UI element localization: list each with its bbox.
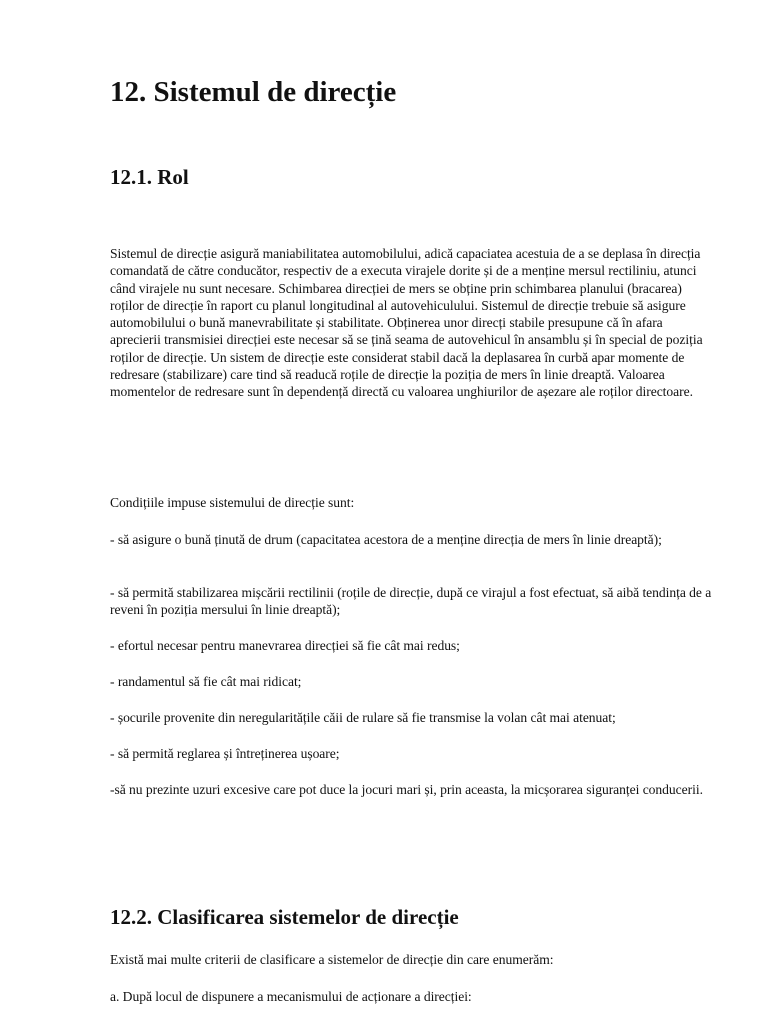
condition-item: -să nu prezinte uzuri excesive care pot duce la jocuri mari și, prin aceasta, la micșorarea siguranței conducerii. [110, 782, 703, 797]
section-heading-rol: 12.1. Rol [110, 165, 189, 189]
condition-item: - să permită stabilizarea mișcării rectilinii (roțile de direcție, după ce virajul a fost efectuat, să aibă tendința de a reveni în poziția mersului în linie dreaptă); [110, 585, 712, 618]
condition-item: - să permită reglarea și întreținerea ușoare; [110, 746, 340, 761]
intro-paragraph: Sistemul de direcție asigură maniabilitatea automobilului, adică capaciatea acestuia de a se deplasa în direcția comandată de către conducător, respectiv de a executa virajele dorite și de a menține mersul rectiliniu, atunci când virajele nu sunt necesare. Schimbarea direcției de mers se obține prin schimbarea planului (bracarea) roților de direcție în raport cu planul longitudinal al autovehiculului. Sistemul de direcție trebuie să asigure automobilului o bună manevrabilitate și stabilitate. Obținerea unor direcți stabile presupune că în afara aprecierii transmisiei direcției este necesar să se țină seama de autovehicul în ansamblu și în special de poziția roților de direcție. Un sistem de direcție este considerat stabil dacă la deplasarea în curbă apar momente de redresare (stabilizare) care tind să readucă roțile de direcție la poziția de mers în linie dreaptă. Valoarea momentelor de redresare sunt în dependență directă cu valoarea unghiurilor de așezare ale roților directoare. [110, 246, 703, 400]
classification-intro: Există mai multe criterii de clasificare a sistemelor de direcție din care enumerăm: [110, 952, 554, 967]
condition-item: - șocurile provenite din neregularitățile căii de rulare să fie transmise la volan cât mai atenuat; [110, 710, 616, 725]
conditions-title: Condițiile impuse sistemului de direcție sunt: [110, 495, 355, 510]
condition-item: - randamentul să fie cât mai ridicat; [110, 674, 302, 689]
section-heading-clasificare: 12.2. Clasificarea sistemelor de direcție [110, 905, 459, 929]
document-title: 12. Sistemul de direcție [110, 76, 397, 108]
classification-item-a: a. După locul de dispunere a mecanismului de acționare a direcției: [110, 989, 472, 1004]
condition-item: - să asigure o bună ținută de drum (capacitatea acestora de a menține direcția de mers în linie dreaptă); [110, 532, 662, 547]
condition-item: - efortul necesar pentru manevrarea direcției să fie cât mai redus; [110, 638, 460, 653]
